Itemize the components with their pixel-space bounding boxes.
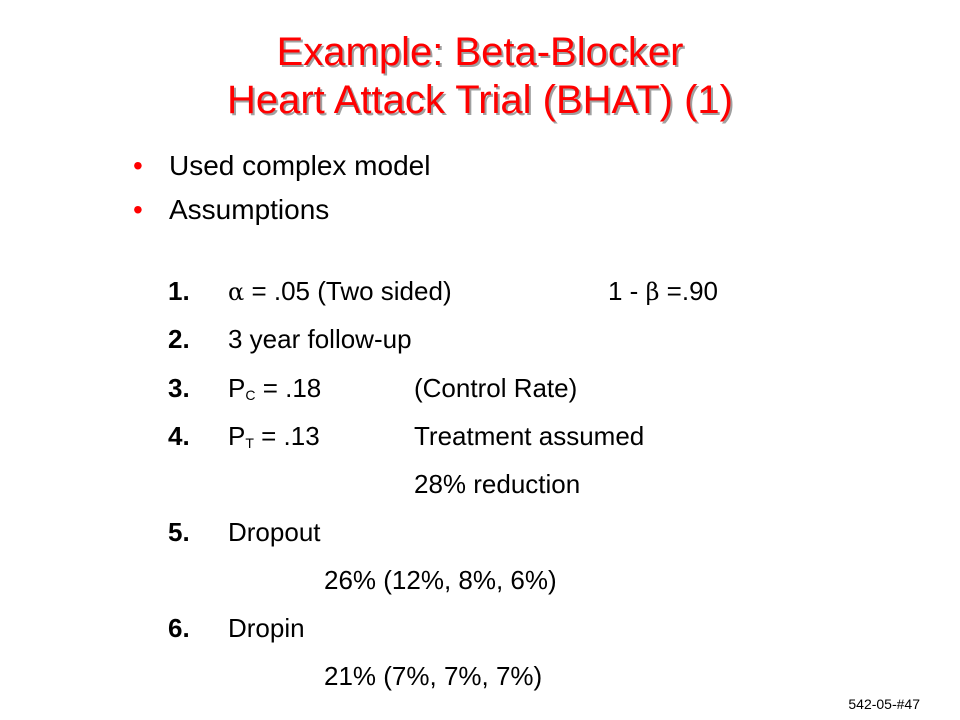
assumption-1-right-prefix: 1 - <box>608 276 646 306</box>
assumption-1-left <box>228 275 452 308</box>
assumption-3-number: 3. <box>168 373 190 403</box>
slide-footer-id: 542-05-#47 <box>848 696 920 712</box>
assumption-1-right-suffix: =.90 <box>659 276 719 306</box>
bullet-text: Used complex model <box>169 150 431 181</box>
p-subscript: T <box>245 435 254 451</box>
assumption-5-detail: 26% (12%, 8%, 6%) <box>324 565 557 595</box>
assumption-4-rate <box>228 420 320 452</box>
p-symbol: P <box>228 421 246 451</box>
assumption-4-value: = .13 <box>253 421 320 451</box>
assumption-5-text: Dropout <box>228 517 321 547</box>
assumption-3-note: (Control Rate) <box>414 373 578 403</box>
bullet-text: Assumptions <box>169 194 330 225</box>
alpha-symbol: α <box>228 278 245 306</box>
assumption-4-note: Treatment assumed <box>414 421 645 451</box>
assumption-5-number: 5. <box>168 517 190 547</box>
assumption-4-number: 4. <box>168 421 190 451</box>
beta-symbol: β <box>645 278 660 306</box>
assumption-4-note-2: 28% reduction <box>414 469 581 499</box>
title-line-2: Heart Attack Trial (BHAT) (1) <box>226 78 733 122</box>
p-symbol: P <box>228 373 246 403</box>
assumption-2-number: 2. <box>168 324 190 354</box>
assumption-6-detail: 21% (7%, 7%, 7%) <box>324 661 543 691</box>
assumption-1-right <box>608 275 718 308</box>
assumption-1-number: 1. <box>168 276 190 306</box>
p-subscript: C <box>245 387 256 403</box>
assumption-2-text: 3 year follow-up <box>228 324 412 354</box>
assumption-3-rate <box>228 372 321 404</box>
assumption-1-left-text: = .05 (Two sided) <box>244 276 452 306</box>
assumption-6-text: Dropin <box>228 613 305 643</box>
bullet-dot-icon: • <box>133 194 143 225</box>
title-line-1: Example: Beta-Blocker <box>276 30 684 74</box>
assumption-3-value: = .18 <box>255 373 322 403</box>
assumption-6-number: 6. <box>168 613 190 643</box>
bullet-dot-icon: • <box>133 150 143 181</box>
